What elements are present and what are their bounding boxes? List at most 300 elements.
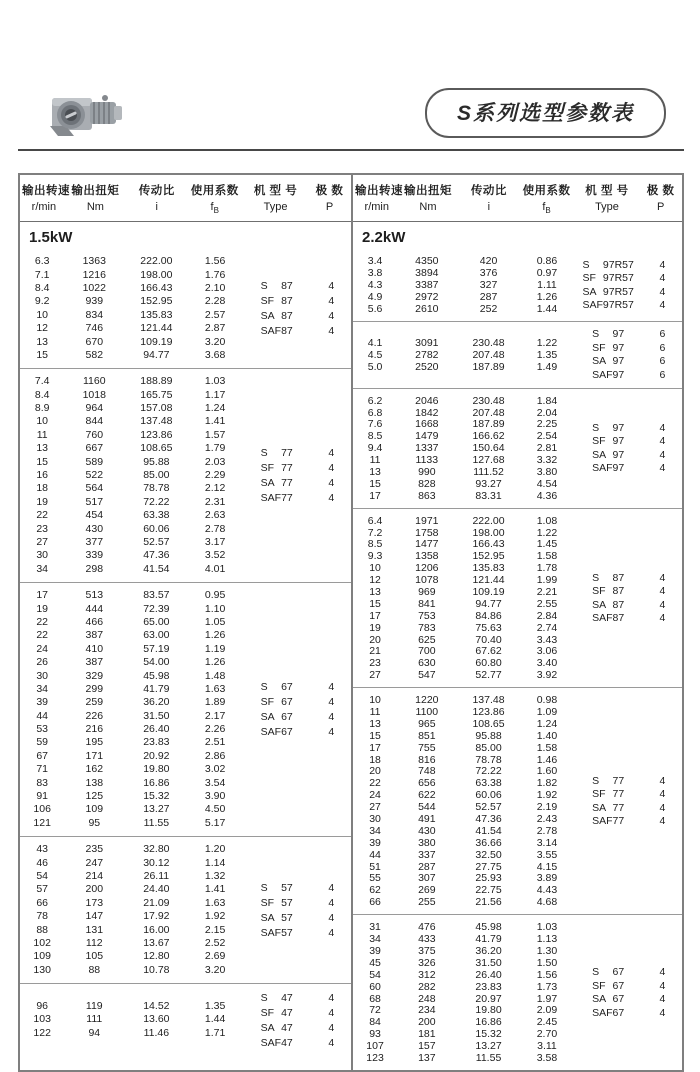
type-row (573, 598, 682, 612)
model-number: 57 (281, 926, 293, 939)
cell-fb: 1.44 (204, 1013, 226, 1026)
data-row (20, 509, 242, 522)
data-row (20, 255, 242, 268)
cell-speed: 43 (36, 843, 49, 856)
cell-ratio: 31.50 (143, 709, 170, 722)
cell-speed: 59 (36, 736, 49, 749)
cell-speed: 17 (36, 589, 49, 602)
type-row (573, 258, 682, 272)
data-row (353, 718, 573, 730)
cell-ratio: 198.00 (472, 526, 505, 539)
type-row (242, 1035, 351, 1050)
cell-fb: 3.20 (204, 963, 226, 976)
data-row (353, 861, 573, 873)
model-type (573, 272, 642, 284)
cell-torque: 816 (418, 753, 436, 766)
cell-torque: 119 (85, 1000, 103, 1013)
cell-torque: 387 (85, 629, 104, 642)
pole-count: 4 (659, 421, 666, 434)
cell-torque: 755 (418, 741, 436, 754)
model-number: 67 (281, 681, 293, 694)
cell-ratio: 63.00 (143, 629, 170, 642)
cell-fb: 3.17 (204, 536, 226, 548)
cell-fb: 2.45 (536, 1016, 558, 1029)
cell-torque: 1358 (415, 550, 439, 563)
model-type (242, 711, 312, 723)
cell-fb: 1.44 (536, 302, 558, 315)
model-prefix: SF (260, 896, 275, 909)
cell-speed: 13 (369, 586, 381, 598)
data-row (353, 634, 573, 646)
data-row (353, 669, 573, 681)
model-number: 77 (281, 447, 293, 460)
pole-count: 4 (659, 1006, 666, 1019)
cell-speed: 11 (36, 428, 48, 441)
cell-ratio: 31.50 (475, 956, 502, 969)
cell-speed: 54 (369, 968, 381, 981)
cell-fb: 3.02 (204, 763, 226, 776)
cell-speed: 6.2 (367, 394, 383, 407)
cell-fb: 2.78 (204, 522, 226, 535)
model-type (573, 993, 642, 1005)
model-type (573, 980, 642, 992)
pole-count: 4 (659, 272, 666, 285)
cell-ratio: 26.40 (143, 723, 170, 736)
model-prefix: SA (592, 448, 607, 461)
cell-speed: 8.9 (34, 402, 50, 415)
cell-fb: 0.98 (536, 694, 558, 707)
data-row (353, 945, 573, 957)
cell-fb: 1.17 (204, 388, 226, 401)
data-rows (353, 921, 573, 1064)
pole-count: 4 (328, 991, 335, 1004)
cell-torque: 109 (85, 803, 104, 816)
cell-speed: 57 (36, 883, 49, 896)
cell-fb: 1.56 (204, 255, 226, 268)
model-prefix: SAF (592, 462, 613, 475)
cell-ratio: 207.48 (472, 406, 505, 419)
model-block (20, 984, 351, 1056)
type-rows (242, 279, 351, 339)
cell-speed: 21 (369, 645, 381, 658)
model-number: 97R57 (602, 272, 634, 285)
pole-count: 4 (659, 598, 666, 611)
data-row (353, 574, 573, 586)
data-row (353, 267, 573, 279)
data-row (353, 349, 573, 361)
data-row (353, 884, 573, 896)
cell-ratio: 376 (479, 267, 498, 280)
cell-torque: 387 (85, 656, 104, 669)
cell-speed: 15 (36, 455, 49, 468)
model-number: 77 (612, 801, 625, 814)
cell-torque: 2520 (415, 360, 439, 373)
pole-count: 4 (328, 1021, 335, 1034)
cell-ratio: 111.52 (473, 465, 504, 478)
header-poles: 极 数 P (646, 185, 675, 213)
cell-ratio: 32.50 (475, 848, 502, 861)
model-type (573, 788, 642, 800)
pole-count: 4 (659, 801, 666, 814)
data-row (20, 349, 242, 362)
cell-torque: 656 (418, 777, 436, 790)
pole-count: 4 (659, 258, 666, 271)
cell-fb: 0.86 (536, 255, 558, 268)
model-prefix: SA (260, 911, 275, 924)
cell-fb: 1.78 (536, 562, 558, 575)
cell-ratio: 135.83 (140, 308, 173, 321)
cell-torque: 863 (418, 489, 436, 502)
cell-ratio: 26.11 (143, 869, 170, 882)
series-title-badge (425, 88, 666, 138)
model-block (353, 249, 682, 320)
cell-fb: 1.73 (536, 980, 558, 993)
cell-fb: 3.20 (204, 335, 226, 348)
cell-torque: 760 (85, 428, 104, 441)
cell-speed: 16 (36, 469, 49, 482)
cell-torque: 517 (85, 495, 104, 508)
cell-speed: 123 (366, 1051, 384, 1064)
data-row (353, 279, 573, 291)
cell-ratio: 63.38 (475, 777, 502, 790)
header-output-speed: 输出转速 r/min (22, 185, 70, 213)
cell-ratio: 252 (479, 302, 498, 315)
data-row (20, 456, 242, 469)
cell-fb: 1.22 (536, 526, 558, 539)
cell-speed: 30 (369, 813, 381, 826)
data-row (353, 789, 573, 801)
header-service-factor: 使用系数 $f_B$ (190, 185, 239, 216)
type-row (242, 910, 351, 925)
model-type (242, 1037, 312, 1049)
data-row (353, 478, 573, 490)
pole-count: 4 (328, 911, 335, 924)
cell-torque: 1160 (82, 375, 106, 388)
type-rows (573, 421, 682, 475)
cell-ratio: 94.77 (143, 348, 170, 361)
cell-fb: 1.58 (536, 741, 558, 754)
pole-count: 4 (328, 726, 335, 739)
data-row (20, 523, 242, 536)
cell-torque: 841 (418, 597, 436, 610)
cell-speed: 8.4 (34, 388, 50, 401)
cell-torque: 329 (85, 669, 104, 682)
data-row (20, 883, 242, 896)
model-number: 67 (281, 696, 293, 709)
cell-ratio: 95.88 (143, 455, 170, 468)
cell-fb: 4.68 (536, 896, 558, 909)
cell-torque: 259 (85, 696, 104, 709)
cell-speed: 102 (33, 936, 51, 949)
pole-count: 4 (328, 462, 335, 475)
cell-torque: 564 (85, 482, 104, 495)
blocks-left (20, 249, 351, 1070)
cell-fb: 3.89 (536, 872, 558, 885)
cell-speed: 8.4 (34, 281, 50, 294)
cell-fb: 1.63 (204, 896, 226, 909)
cell-speed: 78 (36, 910, 49, 923)
cell-torque: 171 (85, 749, 104, 762)
model-block (20, 249, 351, 368)
type-row (573, 271, 682, 285)
cell-speed: 68 (369, 992, 381, 1005)
data-row (353, 765, 573, 777)
data-row (353, 586, 573, 598)
cell-ratio: 230.48 (472, 394, 505, 407)
cell-torque: 287 (418, 860, 436, 873)
cell-ratio: 15.32 (143, 790, 170, 803)
cell-fb: 1.03 (536, 921, 558, 934)
cell-fb: 2.29 (204, 469, 226, 482)
cell-ratio: 41.79 (143, 682, 170, 695)
cell-ratio: 84.86 (475, 609, 502, 622)
pole-count: 4 (659, 788, 666, 801)
cell-fb: 3.40 (536, 657, 558, 670)
model-number: 57 (281, 896, 293, 909)
cell-speed: 11 (369, 706, 381, 719)
cell-fb: 3.14 (536, 836, 558, 849)
type-row (242, 680, 351, 695)
cell-fb: 2.63 (204, 509, 226, 522)
data-row (20, 295, 242, 308)
model-number: 87 (612, 571, 625, 584)
data-row (353, 645, 573, 657)
model-number: 77 (281, 492, 293, 505)
cell-speed: 7.4 (34, 375, 50, 388)
cell-torque: 589 (85, 455, 104, 468)
pole-count: 4 (328, 325, 335, 338)
data-row (353, 849, 573, 861)
cell-ratio: 21.56 (475, 896, 502, 909)
cell-torque: 1220 (415, 694, 439, 707)
data-row (353, 291, 573, 303)
data-row (353, 562, 573, 574)
pole-count: 4 (659, 299, 666, 312)
data-rows (20, 255, 242, 362)
cell-fb: 1.82 (536, 777, 558, 790)
cell-speed: 45 (369, 956, 381, 969)
cell-torque: 430 (418, 824, 436, 837)
cell-speed: 20 (369, 633, 381, 646)
model-type (573, 435, 642, 447)
cell-ratio: 63.38 (143, 509, 170, 522)
data-row (353, 515, 573, 527)
model-prefix: SF (592, 585, 606, 598)
pole-count: 4 (659, 285, 666, 298)
cell-torque: 200 (85, 883, 104, 896)
pole-count: 4 (659, 612, 666, 625)
pole-count: 4 (328, 926, 335, 939)
cell-ratio: 24.40 (143, 883, 170, 896)
data-row (20, 402, 242, 415)
data-row (353, 1016, 573, 1028)
data-row (353, 407, 573, 419)
model-number: 97 (612, 368, 625, 381)
page-content (18, 0, 684, 1072)
cell-ratio: 187.89 (472, 360, 505, 373)
cell-torque: 2972 (415, 290, 439, 303)
cell-speed: 4.1 (367, 336, 383, 349)
pole-count: 4 (659, 435, 666, 448)
model-type (242, 462, 312, 474)
cell-ratio: 287 (479, 290, 498, 303)
cell-torque: 670 (85, 335, 104, 348)
cell-fb: 2.51 (204, 736, 226, 749)
cell-speed: 15 (369, 729, 381, 742)
header-service-factor: 使用系数 $f_B$ (522, 185, 571, 216)
cell-torque: 828 (418, 477, 436, 490)
cell-ratio: 47.36 (143, 549, 170, 562)
cell-ratio: 166.43 (472, 538, 505, 551)
cell-fb: 1.41 (204, 883, 226, 896)
model-number: 87 (281, 325, 293, 338)
pole-count: 4 (659, 585, 666, 598)
data-row (20, 683, 242, 696)
model-prefix: SF (582, 272, 596, 285)
model-number: 67 (281, 726, 293, 739)
cell-torque: 444 (85, 602, 104, 615)
data-rows (20, 589, 242, 830)
cell-fb: 2.04 (536, 406, 558, 419)
cell-speed: 10 (369, 562, 381, 575)
model-type (573, 1007, 642, 1019)
model-type (242, 447, 312, 459)
data-row (20, 656, 242, 669)
cell-ratio: 19.80 (143, 763, 170, 776)
cell-ratio: 13.27 (475, 1040, 502, 1053)
pole-count: 4 (328, 295, 335, 308)
type-row (573, 979, 682, 993)
cell-speed: 7.1 (34, 268, 50, 281)
cell-fb: 1.89 (204, 696, 226, 709)
cell-ratio: 67.62 (475, 645, 502, 658)
cell-ratio: 207.48 (472, 348, 505, 361)
model-block (20, 369, 351, 582)
type-rows (573, 966, 682, 1020)
cell-speed: 22 (36, 509, 49, 522)
model-prefix: SA (260, 711, 275, 724)
type-row (573, 368, 682, 382)
model-prefix: SF (260, 462, 275, 475)
cell-torque: 298 (85, 562, 104, 575)
data-row (353, 550, 573, 562)
data-row (20, 777, 242, 790)
type-rows (573, 571, 682, 625)
data-row (353, 303, 573, 315)
model-number: 77 (612, 815, 625, 828)
cell-torque: 622 (418, 789, 436, 802)
type-rows (242, 880, 351, 940)
pole-count: 6 (659, 368, 666, 381)
cell-ratio: 13.67 (143, 936, 170, 949)
data-row (20, 670, 242, 683)
model-number: 87 (281, 295, 293, 308)
model-type (242, 1022, 312, 1034)
cell-ratio: 54.00 (143, 656, 170, 669)
pole-count: 4 (328, 681, 335, 694)
cell-speed: 20 (369, 765, 381, 778)
cell-speed: 7.2 (367, 526, 383, 539)
data-row (353, 442, 573, 454)
cell-torque: 214 (85, 869, 104, 882)
cell-torque: 544 (418, 801, 436, 814)
cell-torque: 700 (418, 645, 436, 658)
cell-torque: 3894 (415, 267, 439, 280)
cell-speed: 107 (366, 1040, 384, 1053)
cell-torque: 173 (85, 896, 104, 909)
cell-torque: 433 (418, 933, 436, 946)
type-row (573, 815, 682, 829)
type-row (242, 324, 351, 339)
cell-fb: 2.69 (204, 950, 226, 963)
cell-ratio: 230.48 (472, 336, 505, 349)
cell-fb: 5.17 (204, 816, 226, 829)
cell-ratio: 70.40 (475, 633, 502, 646)
cell-ratio: 108.65 (140, 442, 173, 455)
model-block (353, 509, 682, 687)
cell-speed: 30 (36, 669, 49, 682)
model-number: 97R57 (602, 299, 634, 312)
model-type (573, 286, 642, 298)
cell-ratio: 52.57 (143, 536, 170, 548)
data-row (20, 616, 242, 629)
model-type (242, 927, 312, 939)
cell-fb: 2.03 (204, 455, 226, 468)
cell-torque: 1133 (415, 454, 439, 467)
cell-torque: 522 (85, 469, 104, 482)
model-type (573, 572, 642, 584)
type-rows (242, 990, 351, 1050)
cell-fb: 1.10 (204, 602, 226, 615)
cell-speed: 22 (36, 629, 49, 642)
cell-ratio: 52.57 (475, 801, 502, 814)
data-row (353, 395, 573, 407)
model-prefix: S (592, 966, 600, 979)
data-row (20, 750, 242, 763)
cell-speed: 10 (369, 694, 381, 707)
gearmotor-photo (44, 86, 128, 140)
cell-fb: 2.10 (204, 281, 226, 294)
cell-fb: 1.11 (537, 278, 557, 291)
cell-ratio: 47.36 (475, 813, 502, 826)
cell-speed: 18 (36, 482, 49, 495)
cell-speed: 24 (36, 642, 49, 655)
cell-torque: 582 (85, 348, 104, 361)
pole-count: 6 (659, 355, 666, 368)
cell-ratio: 83.31 (475, 489, 502, 502)
data-row (20, 817, 242, 830)
data-row (353, 1028, 573, 1040)
cell-ratio: 83.57 (143, 589, 170, 602)
model-prefix: S (260, 681, 268, 694)
cell-ratio: 41.79 (475, 933, 502, 946)
model-number: 87 (612, 612, 625, 625)
cell-torque: 94 (88, 1026, 101, 1039)
cell-ratio: 123.86 (472, 706, 505, 719)
cell-torque: 964 (85, 402, 104, 415)
data-row (20, 589, 242, 602)
cell-fb: 1.92 (536, 789, 558, 802)
type-row (573, 448, 682, 462)
cell-fb: 1.99 (536, 574, 558, 587)
cell-torque: 375 (418, 944, 436, 957)
type-rows (242, 680, 351, 740)
cell-torque: 1206 (415, 562, 439, 575)
cell-fb: 1.50 (536, 956, 558, 969)
cell-torque: 844 (85, 415, 104, 428)
data-row (20, 269, 242, 282)
cell-torque: 226 (85, 709, 104, 722)
